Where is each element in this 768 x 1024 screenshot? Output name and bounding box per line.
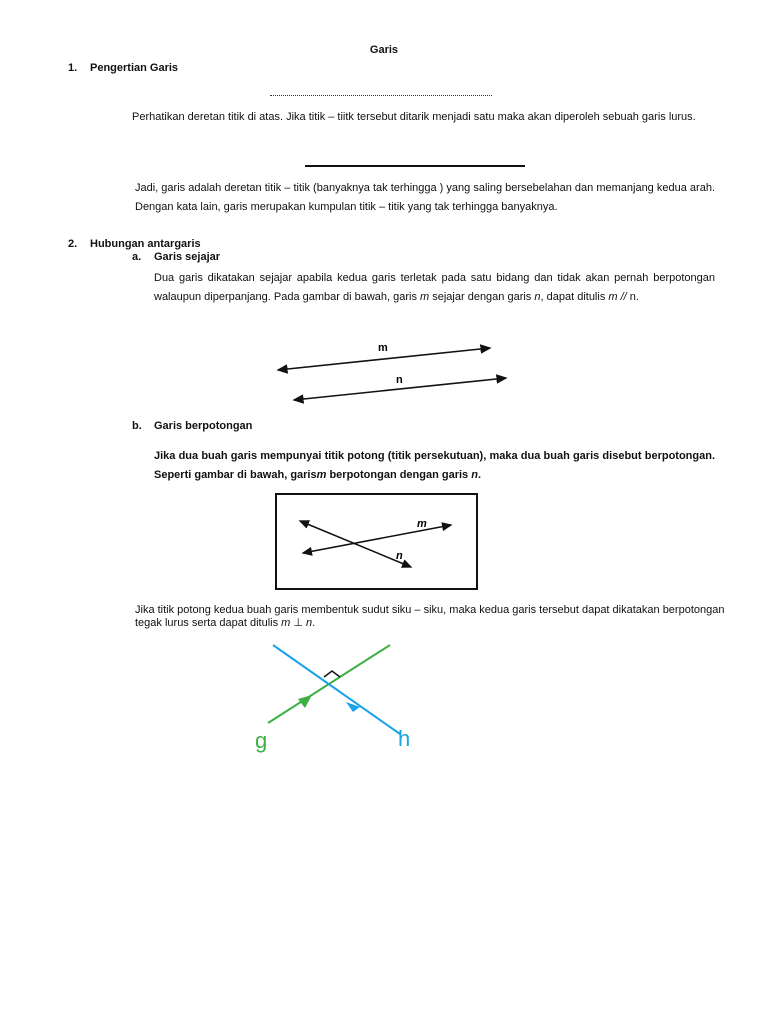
para-text: Jika dua buah garis mempunyai titik potong (titik persekutuan), maka dua buah garis disebut berpotongan. Seperti gambar di bawah, garis [154, 450, 715, 481]
subsection-b-title: Garis berpotongan [154, 420, 253, 432]
var-m: m [420, 291, 430, 303]
section-1-heading [68, 62, 178, 74]
intersecting-lines-figure [275, 493, 478, 590]
para-text: Jika titik potong kedua buah garis membentuk sudut siku – siku, maka kedua garis tersebut dapat dikatakan berpotongan tegak lurus serta dapat ditulis [135, 604, 725, 629]
para-text: sejajar dengan garis [429, 291, 535, 303]
para-text: . [635, 291, 639, 303]
label-m: m [417, 518, 427, 530]
solid-line-figure [305, 165, 525, 167]
subsection-a-title: Garis sejajar [154, 251, 221, 263]
parallel-lines-figure [270, 336, 520, 408]
section-2-number: 2. [68, 238, 78, 250]
para-text: Dua garis dikatakan sejajar apabila kedua garis terletak pada satu bidang dan tidak akan pernah berpotongan walaupun diperpanjang. Pada gambar di bawah, garis [154, 272, 715, 303]
para-text: , dapat ditulis [540, 291, 609, 303]
subsection-b-heading [132, 420, 252, 432]
page-title: Garis [369, 44, 399, 56]
para-text: . [477, 469, 482, 481]
var-n: n [306, 617, 313, 629]
perpendicular-symbol: ⊥ [290, 617, 307, 629]
label-g: g [255, 728, 268, 753]
label-h: h [398, 726, 411, 751]
subsection-b-paragraph [154, 447, 715, 485]
subsection-a-paragraph [154, 269, 715, 307]
notation-m: m [608, 291, 618, 303]
arrow-g-icon [298, 695, 312, 708]
parallel-symbol: // [617, 291, 630, 303]
subsection-a-heading [132, 251, 220, 263]
dotted-line-figure [270, 95, 492, 96]
section-1-number: 1. [68, 62, 78, 74]
figure-frame [276, 494, 477, 589]
notation-n: n [629, 291, 636, 303]
label-n: n [396, 374, 403, 386]
perpendicular-paragraph [135, 604, 725, 630]
line-h [273, 645, 400, 734]
label-n: n [396, 550, 403, 562]
right-angle-marker [324, 671, 340, 677]
section-2-title: Hubungan antargaris [90, 238, 201, 250]
subsection-a-letter: a. [132, 251, 142, 263]
var-m: m [281, 617, 291, 629]
section-2-heading [68, 238, 201, 250]
para-text: berpotongan dengan garis [326, 469, 472, 481]
var-n: n [534, 291, 541, 303]
var-m: m [316, 469, 327, 481]
section-1-title: Pengertian Garis [90, 62, 179, 74]
section-1-paragraph-2: Jadi, garis adalah deretan titik – titik (banyaknya tak terhingga ) yang saling bersebelahan dan memanjang kedua arah. Dengan kata lain, garis merupakan kumpulan titik – titik yang tak terhingga banyaknya. [135, 182, 715, 213]
para-text: . [312, 617, 316, 629]
section-1-paragraph-1: Perhatikan deretan titik di atas. Jika titik – tiitk tersebut ditarik menjadi satu maka akan diperoleh sebuah garis lurus. [132, 111, 696, 123]
subsection-b-letter: b. [132, 420, 142, 432]
label-m: m [378, 342, 388, 354]
var-n: n [471, 469, 478, 481]
perpendicular-lines-figure [240, 638, 430, 758]
